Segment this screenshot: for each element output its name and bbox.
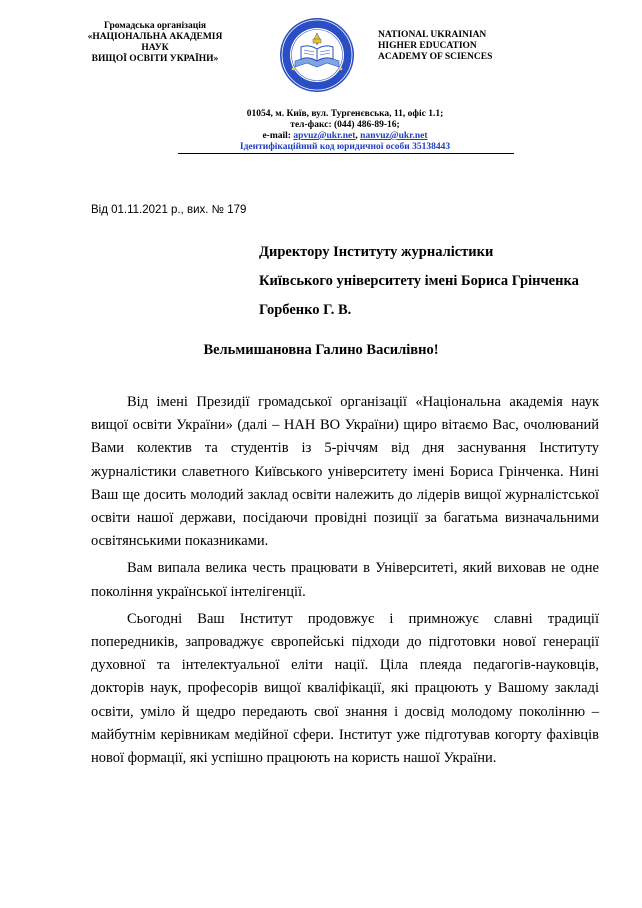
email-link-apvuz[interactable]: apvuz@ukr.net: [293, 131, 356, 141]
academy-book-emblem-icon: [279, 17, 355, 93]
addressee-block: [259, 238, 619, 325]
addressee-line: Горбенко Г. В.: [259, 302, 352, 318]
org-name-ua: [80, 21, 230, 65]
email-separator: ,: [355, 131, 361, 141]
letter-body: [91, 391, 599, 774]
contact-block: [180, 109, 510, 153]
email-link-nanvuz[interactable]: nanvuz@ukr.net: [360, 131, 428, 141]
body-paragraph: Вам випала велика честь працювати в Університеті, який виховав не одне покоління української інтелігенції.: [91, 560, 599, 600]
org-name-ua-line: ВИЩОЇ ОСВІТИ УКРАЇНИ»: [91, 54, 219, 64]
header-divider: [178, 153, 514, 154]
addressee-line: Директору Інституту журналістики: [259, 244, 494, 260]
org-name-en-line: HIGHER EDUCATION: [378, 41, 477, 51]
phone-fax: тел-факс: (044) 486-89-16;: [290, 120, 400, 130]
org-name-en-line: NATIONAL UKRAINIAN: [378, 30, 487, 40]
body-paragraph: Від імені Президії громадської організації «Національна академія наук вищої освіти України» (далі – НАН ВО України) щиро вітаємо Вас, очолюваний Вами колектив та студентів із 5-річчям від дня заснування Інституту журналістики славетного Київського університету імені Бориса Грінченка. Нині Ваш ще досить молодий заклад освіти належить до лідерів вищої журналістської освіти нашої держави, посідаючи провідні позиції за багатьма визначальними освітянськими показниками.: [91, 394, 599, 550]
email-prefix: e-mail:: [262, 131, 294, 141]
body-paragraph: Сьогодні Ваш Інститут продовжує і примножує славні традиції попередників, запроваджує європейські підходи до підготовки нової генерації духовної та інтелектуальної еліти нації. Ціла плеяда педагогів-науковців, докторів наук, професорів вищої кваліфікації, які працюють у Вашому закладі освіти, уміло й щедро передають свої знання і досвід молодому поколінню – майбутнім керівникам медійної сфери. Інститут уже підготував когорту фахівців нової формації, які успішно працюють на користь нашої України.: [91, 610, 599, 767]
greeting: Вельмишановна Галино Василівно!: [203, 342, 439, 358]
email-line: [180, 131, 510, 142]
id-code: Ідентифікаційний код юридичної особи 35138443: [239, 142, 451, 152]
org-name-ua-line: Громадська організація: [104, 21, 206, 31]
addressee-line: Київського університету імені Бориса Грінченка: [259, 273, 579, 289]
reference-number: Від 01.11.2021 р., вих. № 179: [91, 204, 247, 216]
address: 01054, м. Київ, вул. Тургенєвська, 11, офіс 1.1;: [246, 109, 444, 119]
org-name-en: [378, 30, 513, 63]
org-name-en-line: ACADEMY OF SCIENCES: [378, 52, 493, 62]
org-name-ua-line: «НАЦІОНАЛЬНА АКАДЕМІЯ НАУК: [87, 32, 223, 53]
